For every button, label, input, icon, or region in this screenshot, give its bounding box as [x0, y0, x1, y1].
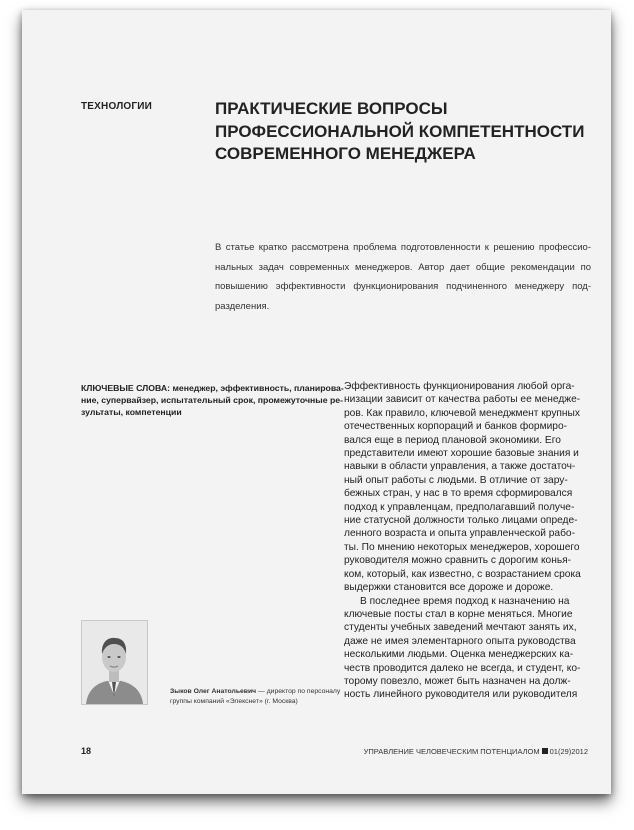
journal-footer	[364, 747, 588, 756]
body-line: торому повезло, может быть назначен на долж-	[344, 675, 571, 687]
body-line: ный опыт работы с людьми. В отличие от зару-	[344, 474, 568, 486]
body-line: студенты учебных заведений мечтают занять их,	[344, 622, 577, 634]
author-name: Зыков Олег Анатольевич	[170, 688, 257, 695]
body-line: ком, который, как известно, с возрастанием срока	[344, 568, 581, 580]
body-line: вался еще в период плановой экономики. Его	[344, 434, 561, 446]
journal-issue: 01(29)2012	[549, 747, 588, 756]
body-line: ние статусной должности только лицами опреде-	[344, 515, 578, 527]
keywords-label: КЛЮЧЕВЫЕ СЛОВА:	[81, 383, 171, 393]
article-abstract	[215, 238, 591, 316]
title-line: СОВРЕМЕННОГО МЕНЕДЖЕРА	[215, 144, 476, 163]
author-photo	[81, 620, 148, 705]
body-line: представители имеют хорошие базовые знания и	[344, 448, 579, 460]
abstract-line: повышению эффективности функционирования подчиненного менеджеру под-	[215, 281, 591, 292]
body-line: руководителя можно сравнить с дорогим конья-	[344, 555, 572, 567]
article-body	[344, 380, 592, 702]
author-portrait-image	[82, 621, 147, 704]
body-line: В последнее время подход к назначению на	[360, 595, 570, 607]
page-number: 18	[81, 746, 92, 756]
journal-name: УПРАВЛЕНИЕ ЧЕЛОВЕЧЕСКИМ ПОТЕНЦИАЛОМ	[363, 747, 540, 756]
keywords-block	[81, 382, 344, 418]
abstract-line: В статье кратко рассмотрена проблема подготовленности к решению профессио-	[215, 242, 591, 253]
body-line: даже не имея элементарного опыта руководства	[344, 635, 576, 647]
body-line: Эффективность функционирования любой орга-	[344, 381, 575, 392]
article-title	[215, 98, 595, 166]
body-line: бежных стран, у нас в то время сформировался	[344, 488, 573, 500]
square-bullet-icon	[542, 748, 548, 754]
author-caption-line	[170, 687, 340, 697]
body-line: навыки в области управления, а также достаточ-	[344, 461, 576, 473]
body-line: ров. Как правило, ключевой менеджмент крупных	[344, 407, 580, 419]
title-line: ПРАКТИЧЕСКИЕ ВОПРОСЫ	[215, 99, 448, 118]
body-line: честв проводится далеко не всегда, и студент, ко-	[344, 662, 581, 674]
body-line: ключевые посты стал в корне меняться. Многие	[344, 608, 573, 620]
abstract-line: нальных задач современных менеджеров. Автор дает общие рекомендации по	[215, 261, 591, 273]
body-line: выдержки становится все дороже и дороже.	[344, 582, 554, 594]
keywords-text: менеджер, эффективность, планирова-	[172, 383, 344, 393]
author-caption	[170, 687, 340, 707]
body-line: ность линейного руководителя или руководителя	[344, 689, 578, 701]
author-company: группы компаний «Элекснет» (г. Москва)	[170, 698, 298, 705]
section-label: ТЕХНОЛОГИИ	[81, 101, 153, 112]
body-line: ты. По мнению некоторых менеджеров, хорошего	[344, 541, 580, 553]
body-line: отечественных корпораций и банков формиро-	[344, 421, 568, 433]
keywords-line	[81, 382, 344, 394]
title-line: ПРОФЕССИОНАЛЬНОЙ КОМПЕТЕНТНОСТИ	[215, 121, 585, 141]
keywords-line: зультаты, компетенции	[81, 407, 182, 417]
body-line: ленного возраста и опыта управленческой рабо-	[344, 528, 575, 540]
keywords-line: ние, супервайзер, испытательный срок, промежуточные ре-	[81, 395, 343, 405]
body-line: подход к управленцам, предполагавший получе-	[344, 501, 575, 513]
abstract-line: разделения.	[215, 300, 270, 312]
body-line: низации зависит от качества работы ее менедже-	[344, 394, 581, 406]
body-line: несколькими людьми. Оценка менеджерских ка-	[344, 649, 574, 661]
author-role: — директор по персоналу	[256, 688, 341, 695]
